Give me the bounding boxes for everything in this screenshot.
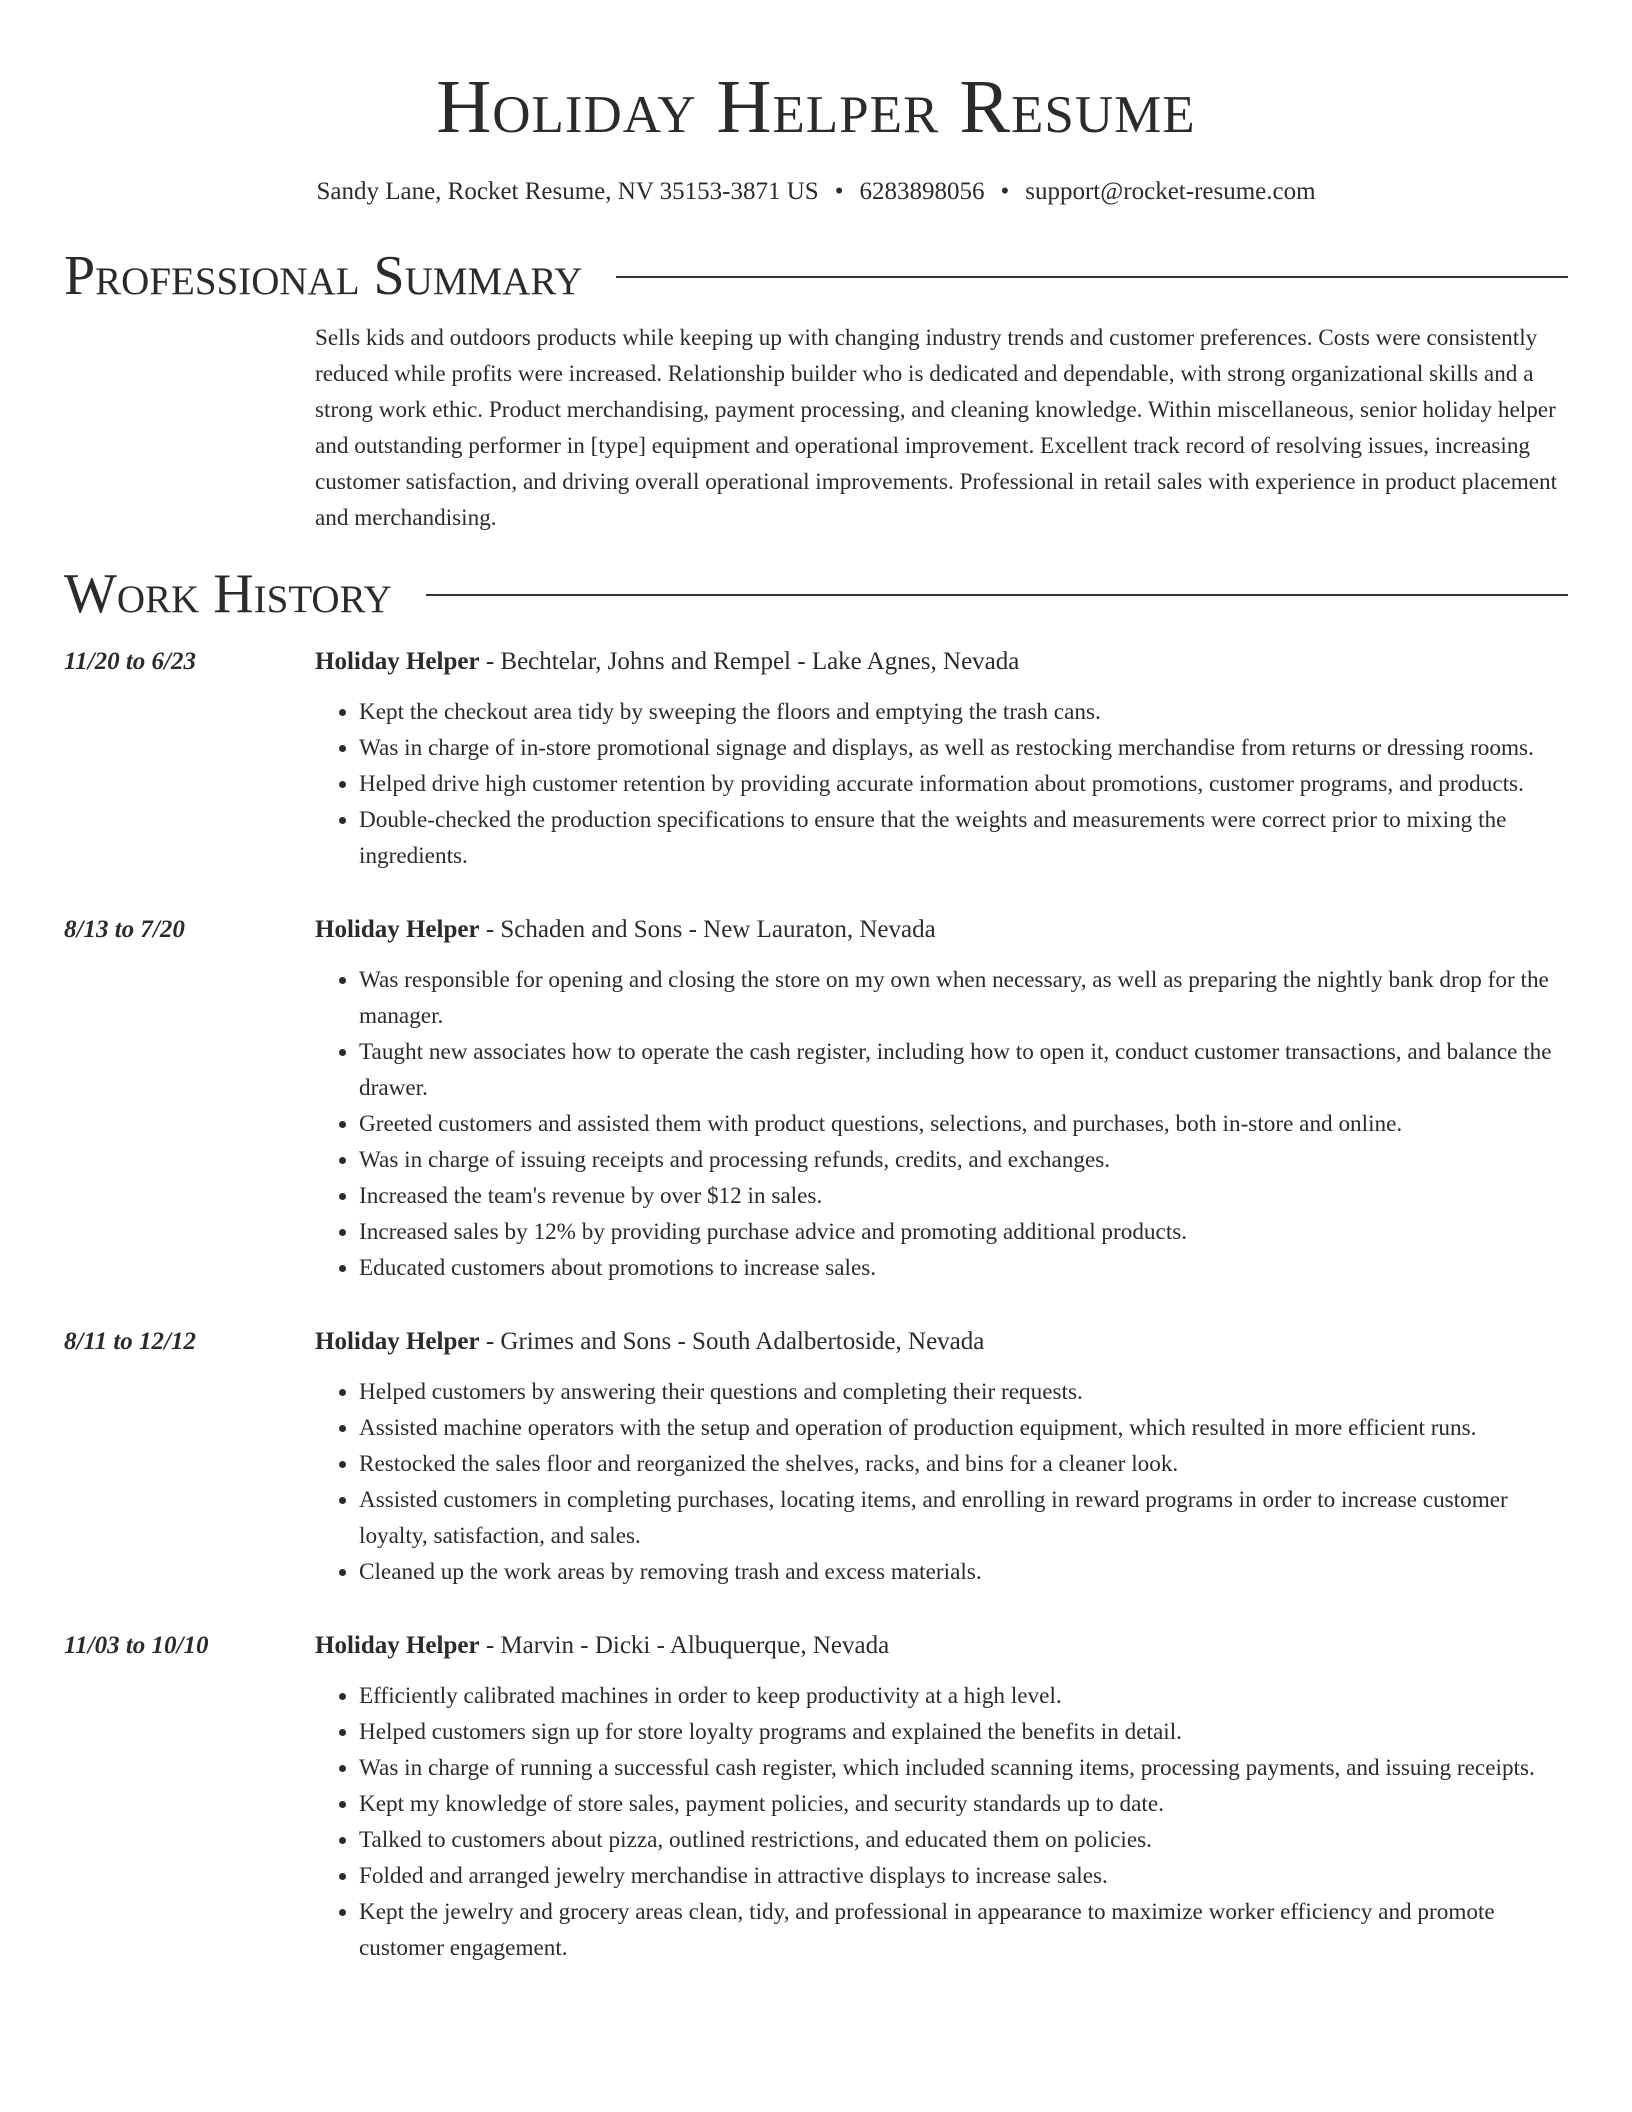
job-heading [315,644,1568,680]
job-bullet-item: • Taught new associates how to operate the cash register, including how to open it, conduct customer transactions, and balance the drawer. [359,1034,1568,1106]
job-body [315,644,1568,874]
job-dates: 8/11 to 12/12 [64,1328,196,1355]
job-body [315,912,1568,1286]
section-divider [426,594,1568,596]
contact-separator: • [834,178,844,205]
job-bullet-item: • Cleaned up the work areas by removing trash and excess materials. [359,1554,1568,1590]
job-employer-location: - Schaden and Sons - New Lauraton, Nevada [479,916,936,943]
job-bullet-item: • Kept the checkout area tidy by sweeping the floors and emptying the trash cans. [359,694,1568,730]
summary-text: Sells kids and outdoors products while keeping up with changing industry trends and customer preferences. Costs were consistently reduced while profits were increased. Relationship builder who is dedicated and dependable, with strong organizational skills and a strong work ethic. Product merchandising, payment processing, and cleaning knowledge. Within miscellaneous, senior holiday helper and outstanding performer in [type] equipment and operational improvement. Excellent track record of resolving issues, increasing customer satisfaction, and driving overall operational improvements. Professional in retail sales with experience in product placement and merchandising. [315,325,1558,531]
job-role: Holiday Helper [315,916,480,943]
job-dates: 8/13 to 7/20 [64,916,185,943]
job-dates: 11/03 to 10/10 [64,1632,209,1659]
job-bullet-item: • Educated customers about promotions to increase sales. [359,1250,1568,1286]
job-role: Holiday Helper [315,648,480,675]
job-heading [315,912,1568,948]
work-section-header [64,564,1568,624]
job-role: Holiday Helper [315,1632,480,1659]
job-bullet-item: • Folded and arranged jewelry merchandise in attractive displays to increase sales. [359,1858,1568,1894]
job-heading [315,1628,1568,1664]
summary-section-header [64,246,1568,306]
job-employer-location: - Grimes and Sons - South Adalbertoside, Nevada [479,1328,985,1355]
job-body [315,1324,1568,1590]
section-divider [616,276,1568,278]
job-bullet-item: • Kept my knowledge of store sales, payment policies, and security standards up to date. [359,1786,1568,1822]
job-bullet-item: • Greeted customers and assisted them with product questions, selections, and purchases, both in-store and online. [359,1106,1568,1142]
job-bullet-item: • Helped customers sign up for store loyalty programs and explained the benefits in detail. [359,1714,1568,1750]
job-bullets [315,694,1568,874]
job-bullet-item: • Increased sales by 12% by providing purchase advice and promoting additional products. [359,1214,1568,1250]
job-entry [64,912,1568,1286]
resume-title: Holiday Helper Resume [436,65,1196,149]
job-bullet-item: • Restocked the sales floor and reorganized the shelves, racks, and bins for a cleaner look. [359,1446,1568,1482]
contact-email: support@rocket-resume.com [1025,178,1316,205]
contact-separator: • [1000,178,1010,205]
job-bullets [315,1678,1568,1966]
summary-heading: Professional Summary [64,245,583,307]
job-bullets [315,962,1568,1286]
job-bullet-item: • Helped customers by answering their questions and completing their requests. [359,1374,1568,1410]
job-employer-location: - Bechtelar, Johns and Rempel - Lake Agnes, Nevada [479,648,1020,675]
job-entry [64,1324,1568,1590]
job-heading [315,1324,1568,1360]
contact-address: Sandy Lane, Rocket Resume, NV 35153-3871 US [316,178,819,205]
contact-line [64,176,1568,208]
job-bullet-item: • Double-checked the production specifications to ensure that the weights and measurements were correct prior to mixing the ingredients. [359,802,1568,874]
work-heading: Work History [64,563,392,625]
job-bullet-item: • Talked to customers about pizza, outlined restrictions, and educated them on policies. [359,1822,1568,1858]
job-bullet-item: • Was in charge of issuing receipts and processing refunds, credits, and exchanges. [359,1142,1568,1178]
job-bullet-item: • Increased the team's revenue by over $12 in sales. [359,1178,1568,1214]
job-bullet-item: • Assisted customers in completing purchases, locating items, and enrolling in reward programs in order to increase customer loyalty, satisfaction, and sales. [359,1482,1568,1554]
job-bullet-item: • Helped drive high customer retention by providing accurate information about promotions, customer programs, and products. [359,766,1568,802]
job-dates: 11/20 to 6/23 [64,648,196,675]
job-bullet-item: • Kept the jewelry and grocery areas clean, tidy, and professional in appearance to maximize worker efficiency and promote customer engagement. [359,1894,1568,1966]
job-role: Holiday Helper [315,1328,480,1355]
job-bullet-item: • Assisted machine operators with the setup and operation of production equipment, which resulted in more efficient runs. [359,1410,1568,1446]
job-bullet-item: • Efficiently calibrated machines in order to keep productivity at a high level. [359,1678,1568,1714]
job-bullet-item: • Was in charge of running a successful cash register, which included scanning items, processing payments, and issuing receipts. [359,1750,1568,1786]
job-bullet-item: • Was in charge of in-store promotional signage and displays, as well as restocking merchandise from returns or dressing rooms. [359,730,1568,766]
job-employer-location: - Marvin - Dicki - Albuquerque, Nevada [479,1632,890,1659]
resume-page [64,0,1568,1966]
job-entry [64,1628,1568,1966]
job-bullets [315,1374,1568,1590]
work-history-list [64,644,1568,1966]
job-body [315,1628,1568,1966]
job-entry [64,644,1568,874]
contact-phone: 6283898056 [859,178,985,205]
job-bullet-item: • Was responsible for opening and closing the store on my own when necessary, as well as preparing the nightly bank drop for the manager. [359,962,1568,1034]
